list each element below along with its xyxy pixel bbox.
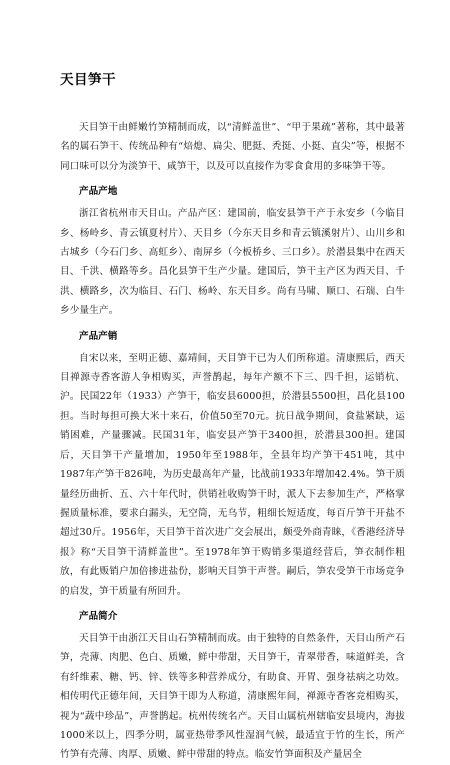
intro-paragraph: 天目笋干由鲜嫩竹笋精制而成，以“清鲜盖世”、“甲于果疏”著称，其中最著名的属石笋干、传统品种有“焙熄、扁尖、肥挺、秃挺、小挺、直尖”等，根据不同口味可以分为淡笋干、咸笋干，以及可以直接作为零食食用的多味笋干等。 [60, 122, 405, 172]
section-heading-origin: 产品产地 [79, 186, 118, 198]
section-heading-intro: 产品简介 [79, 610, 118, 622]
document-title: 天目笋干 [60, 72, 116, 88]
section-body-sales: 自宋以来，至明正德、嘉靖间，天目笋干已为人们所称道。清康熙后，西天目禅源寺香客游人争相购买，声誉鹊起，每年产额不下三、四千担，运销杭、沪。民国22年（1933）产笋干，临安县6000担，於潜县5500担，昌化县100担。当时每担可换大米十来石，价值50至70元。抗日战争期间，食盐紧缺，运销困难，产量骤减。民国31年，临安县产笋干3400担，於潜县300担。建国后，天目笋干产量增加，1950年至1988年，全县年均产笋干451吨，其中1987年产笋干826吨，为历史最高年产量，比战前1933年增加42.4%。笋干质量经历曲折、五、六十年代时，供销社收购笋干时，派人下去参加生产，严格掌握质量标准，要求白漏头，无空筒，无乌节，粗细长短适度，每百斤笋干开盐不超过30斤。1956年，天目笋干首次进广交会展出，颇受外商青睐，《香港经济导报》称“天目笋干清鲜盖世”。至1978年笋干购销多渠道经营后，笋衣制作粗放，有此贩销户加倍掺进盐份，影响天目笋干声誉。嗣后，笋农受笋干市场竞争的启发，笋干质量有所回升。 [60, 352, 405, 597]
document-body [60, 118, 405, 765]
section-body-intro: 天目笋干由浙江天目山石笋精制而成。由于独特的自然条件，天目山所产石笋，壳薄、肉肥、色白、质嫩，鲜中带甜，天目笋干，青翠带香，味道鲜美，含有纤维素、糖、钙、锌、铁等多种营养成分，有助食、开胃、强身祛病之功效。相传明代正德年间，天目笋干即为人称道，清康熙年间，禅源寺香客竞相购买，视为“蔬中珍品”，声誉鹊起。杭州传统名产。天目山属杭州辖临安县境内，海拔1000米以上，四季分明，属亚热带季风性湿润气候，最适宜于竹的生长，所产竹笋有壳薄、肉厚、质嫩、鲜中带甜的特点。临安竹笋面积及产量居全 [60, 632, 405, 761]
section-body-origin: 浙江省杭州市天目山。产品产区：建国前，临安县笋干产于永安乡（今临目乡、杨岭乡、青云镇夏村片）、天目乡（今东天目乡和青云镇溪射片）、山川乡和古城乡（今石门乡、高虹乡）、南屏乡（今板桥乡、三口乡）。於潜县集中在西天目、千洪、横路等乡。昌化县笋干生产少量。建国后，笋干主产区为西天目、千洪、横路乡，次为临目、石门、杨岭、东天目乡。尚有马啸、顺口、石瑞、白牛乡少量生产。 [60, 208, 405, 317]
section-heading-sales: 产品产销 [79, 330, 118, 342]
